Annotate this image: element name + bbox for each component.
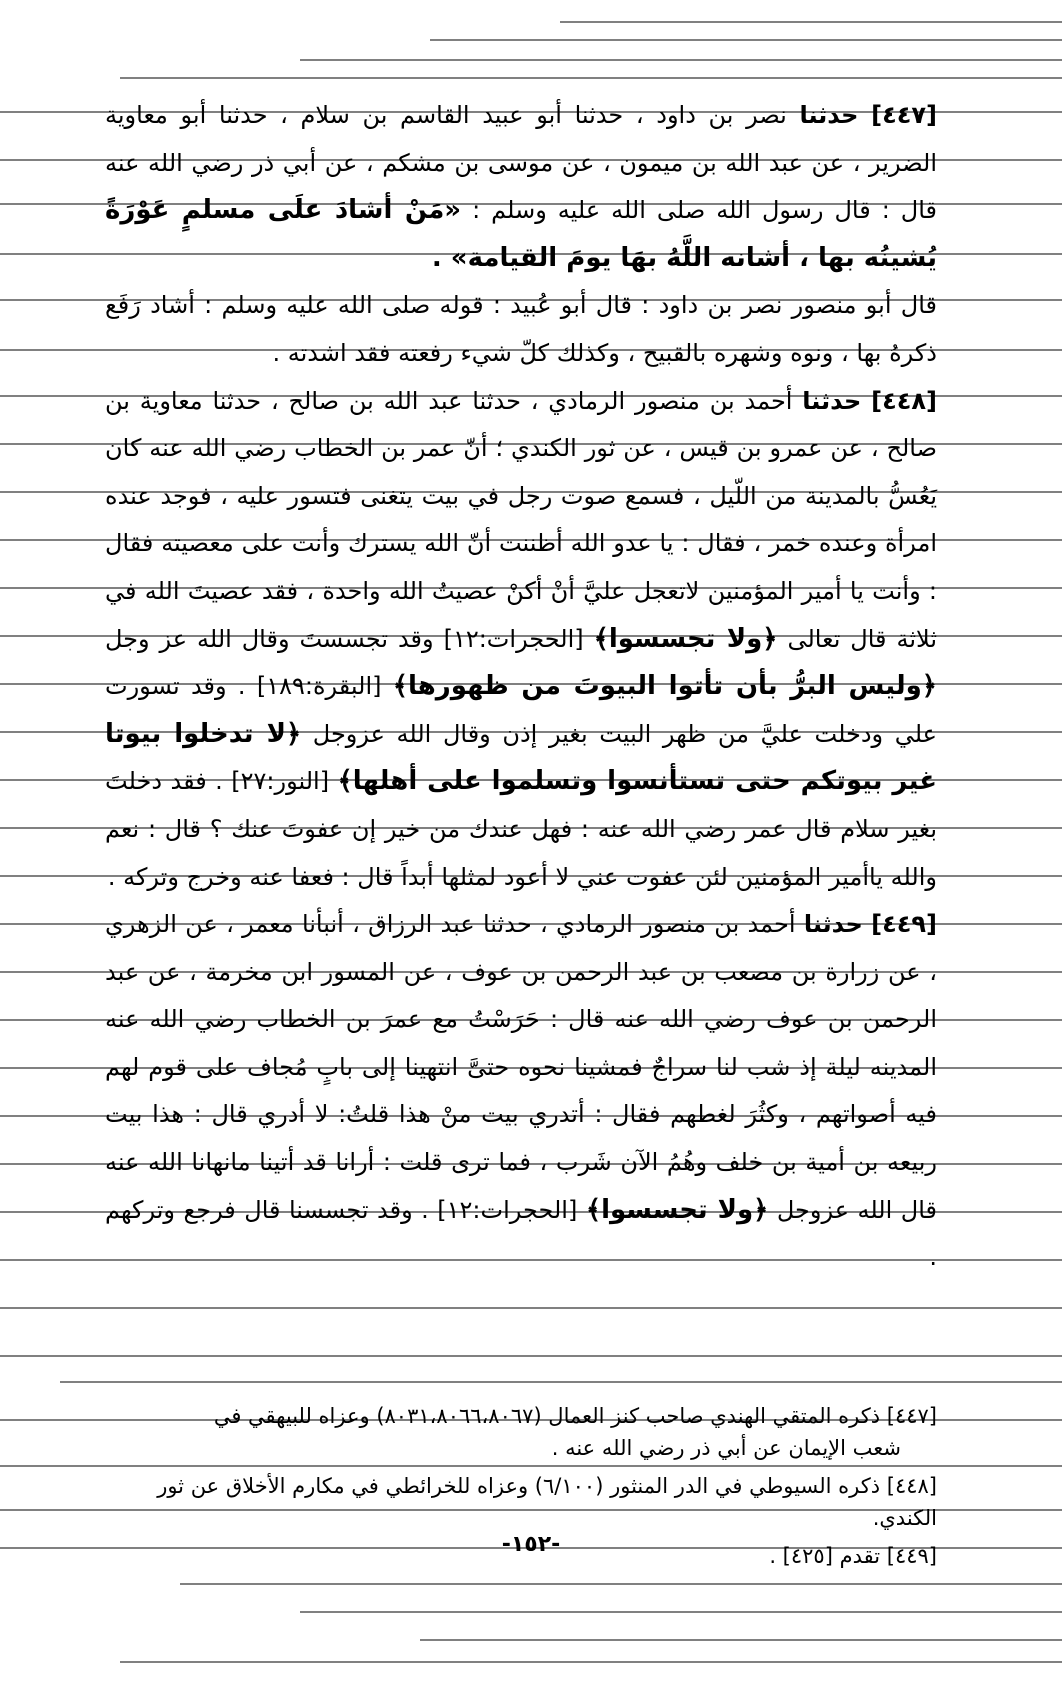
footnote-449: [٤٤٩] تقدم [٤٢٥] . [769,1544,937,1568]
hadith-intro: حدثنا [802,386,862,415]
commentary-line1: قال أبو منصور نصر بن داود : قال أبو عُبيد : قوله صلى الله عليه وسلم : [204,291,937,320]
footnote-447-line2: شعب الإيمان عن أبي ذر رضي الله عنه . [551,1436,901,1460]
quran-quote: ﴿وليس البرُّ بأن تأتوا البيوتَ من ظهورها﴾ [392,671,937,702]
quran-quote: ﴿ولا تجسسوا﴾ [585,1194,769,1225]
hadith-intro: حدثنا [803,910,863,939]
hadith-449 [105,901,937,1282]
commentary [105,282,937,377]
hadith-intro: حدثنا [799,101,859,129]
quran-quote: ﴿لا تدخلوا بيوتا غير بيوتكم حتى تستأنسوا وتسلموا على أهلها﴾ [105,718,937,797]
commentary-line2: أشاد رَفَع ذكرهُ بها ، ونوه وشهره بالقبيح ، وكذلك كلّ شيء رفعته فقد اشدته . [105,291,937,367]
hadith-text: . وقد تجسسنا قال فرجع وتركهم . [105,1195,937,1272]
quran-reference: [الحجرات:١٢] [443,624,584,653]
footnote-447-line1: [٤٤٧] ذكره المتقي الهندي صاحب كنز العمال (٨٠٣١،٨٠٦٦،٨٠٦٧) وعزاه للبيهقي في [213,1404,937,1428]
hadith-text: أحمد بن منصور الرمادي ، حدثنا عبد الرزاق ، أنبأنا معمر ، عن الزهري ، عن زرارة بن مصعب بن عبد الرحمن بن عوف ، عن المسور ابن مخرمة ، عن عبد الرحمن بن عوف رضي الله عنه قال : حَرَسْتُ مع عمرَ بن الخطاب رضي الله عنه المدينه ليلة إذ شب لنا سراجٌ فمشينا نحوه حتىَّ انتهينا إلى بابٍ مُجاف على قوم لهم فيه أصواتهم ، وكثُرَ لغطهم فقال : أتدري بيت منْ هذا قلتُ: لا أدري قال : هذا بيت ربيعه بن أمية بن خلف وهُمُ الآن شَرب ، فما ترى قلت : أرانا قد أتينا مانهانا الله عنه قال الله عزوجل [105,910,937,1224]
hadith-number: [٤٤٧] [871,101,937,129]
page-number: -١٥٢- [501,1532,561,1557]
quran-quote: ﴿ولا تجسسوا﴾ [593,623,778,654]
hadith-448 [105,378,937,902]
quran-reference: [النور:٢٧] [231,767,330,796]
footnote-447 [105,1400,937,1464]
hadith-isnad: نصر بن داود ، حدثنا أبو عبيد القاسم بن سلام ، حدثنا أبو معاوية الضرير ، عن عبد الله بن ميمون ، عن موسى بن مشكم ، عن أبي ذر رضي الله عنه قال : قال رسول الله صلى الله عليه وسلم : [105,101,937,225]
quran-reference: [الحجرات:١٢] [437,1195,578,1224]
footnote-448: [٤٤٨] ذكره السيوطي في الدر المنثور (٦/١٠٠) وعزاه للخرائطي في مكارم الأخلاق عن ثور الكندي. [157,1474,937,1530]
hadith-text: . وقد تسورت علي ودخلت عليَّ من ظهر البيت بغير إذن وقال الله عزوجل [105,672,937,748]
hadith-matn: «مَنْ أشادَ علَى مسلمٍ عَوْرَةً يُشينُه بها ، أشانه اللَّهُ بهَا يومَ القيامة» . [105,195,937,273]
quran-reference: [البقرة:١٨٩] [256,672,382,701]
hadith-text: وقد تجسستَ وقال الله عز وجل [105,624,434,653]
hadith-text: أحمد بن منصور الرمادي ، حدثنا عبد الله بن صالح ، حدثنا معاوية بن صالح ، عن عمرو بن قيس ، عن ثور الكندي ؛ أنّ عمر بن الخطاب رضي الله عنه كان يَعُسُّ بالمدينة من اللّيل ، فسمع صوت رجل في بيت يتغنى فتسور عليه ، فوجد عنده امرأة وعنده خمر ، فقال : يا عدو الله أظننت أنّ الله يسترك وأنت على معصيته فقال : وأنت يا أمير المؤمنين لاتعجل عليَّ أنْ أكنْ عصيتُ الله واحدة ، فقد عصيتَ الله في ثلاثة قال تعالى [105,386,937,653]
hadith-text: . فقد دخلتَ بغير سلام قال عمر رضي الله عنه : فهل عندك من خير إن عفوتَ عنك ؟ قال : نعم والله ياأمير المؤمنين لئن عفوت عني لا أعود لمثلها أبداً قال : فعفا عنه وخرج وتركه . [105,767,937,891]
hadith-number: [٤٤٩] [871,910,937,939]
hadith-number: [٤٤٨] [871,386,937,415]
main-text [105,92,937,1282]
hadith-447 [105,92,937,282]
